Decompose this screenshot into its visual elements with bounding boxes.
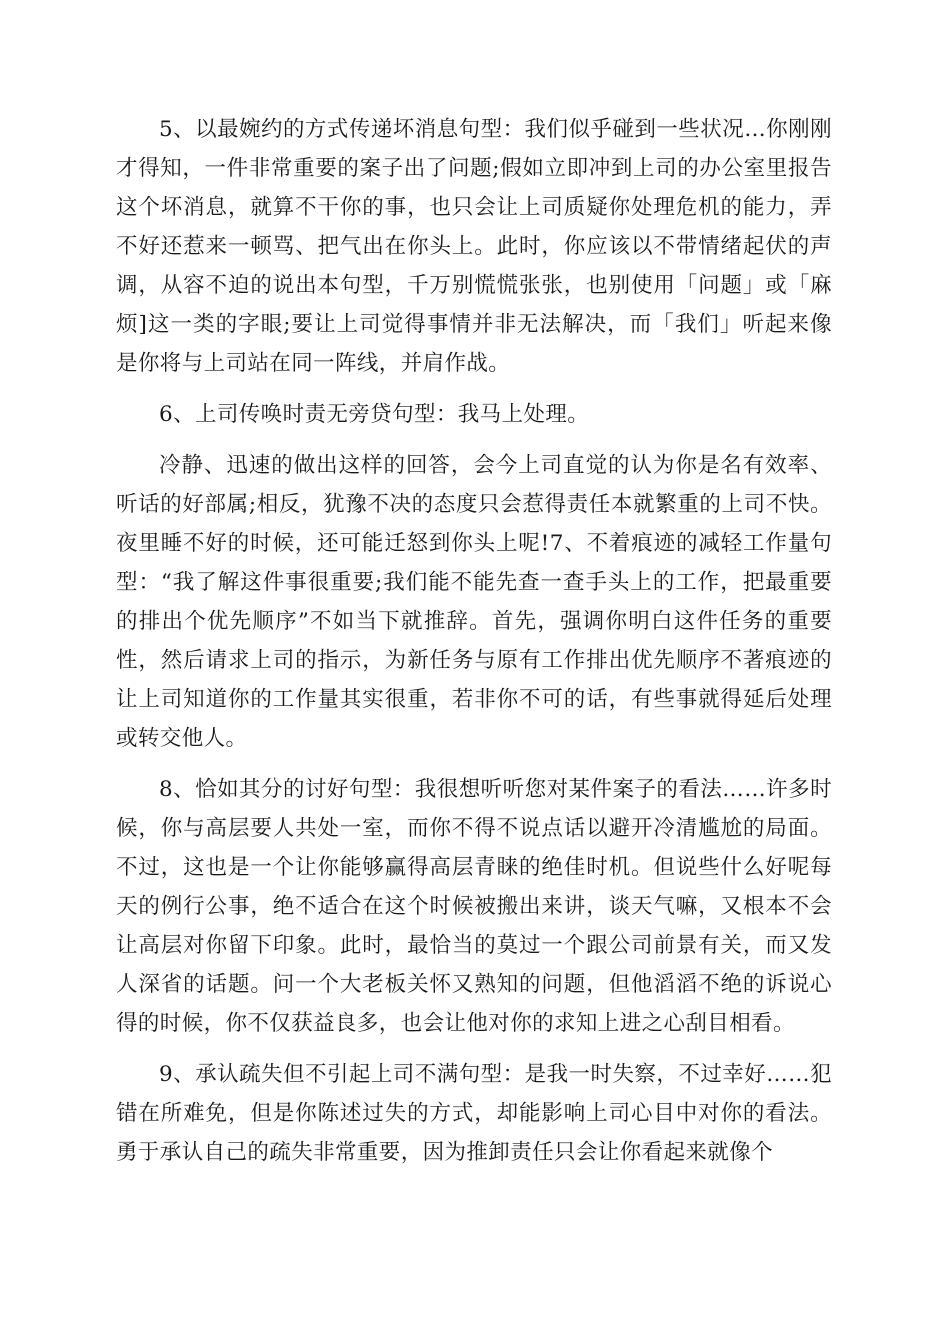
paragraph-5-bad-news: 5、以最婉约的方式传递坏消息句型：我们似乎碰到一些状况…你刚刚才得知，一件非常重要的案子出了问题;假如立即冲到上司的办公室里报告这个坏消息，就算不干你的事，也只会让上司质疑你处理危机的能力，弄不好还惹来一顿骂、把气出在你头上。此时，你应该以不带情绪起伏的声调，从容不迫的说出本句型，千万别慌慌张张，也别使用「问题」或「麻烦]这一类的字眼;要让上司觉得事情并非无法解决，而「我们」听起来像是你将与上司站在同一阵线，并肩作战。: [116, 117, 832, 376]
paragraph-8-flattery: 8、恰如其分的讨好句型：我很想听听您对某件案子的看法……许多时候，你与高层要人共处一室，而你不得不说点话以避开冷清尴尬的局面。不过，这也是一个让你能够赢得高层青睐的绝佳时机。但说些什么好呢每天的例行公事，绝不适合在这个时候被搬出来讲，谈天气嘛，又根本不会让高层对你留下印象。此时，最恰当的莫过一个跟公司前景有关，而又发人深省的话题。问一个大老板关怀又熟知的问题，但他滔滔不绝的诉说心得的时候，你不仅获益良多，也会让他对你的求知上进之心刮目相看。: [116, 777, 832, 1036]
document-body: [116, 110, 832, 1184]
paragraph-9-admit-mistake: 9、承认疏失但不引起上司不满句型：是我一时失察，不过幸好……犯错在所难免，但是你陈述过失的方式，却能影响上司心目中对你的看法。勇于承认自己的疏失非常重要，因为推卸责任只会让你看起来就像个: [116, 1062, 832, 1165]
paragraph-6-7-workload: 冷静、迅速的做出这样的回答，会今上司直觉的认为你是名有效率、听话的好部属;相反，犹豫不决的态度只会惹得责任本就繁重的上司不快。夜里睡不好的时候，还可能迁怒到你头上呢!7、不着痕迹的减轻工作量句型：“我了解这件事很重要;我们能不能先查一查手头上的工作，把最重要的排出个优先顺序”不如当下就推辞。首先，强调你明白这件任务的重要性，然后请求上司的指示，为新任务与原有工作排出优先顺序不著痕迹的让上司知道你的工作量其实很重，若非你不可的话，有些事就得延后处理或转交他人。: [116, 453, 832, 751]
paragraph-6-summoned: 6、上司传唤时责无旁贷句型：我马上处理。: [159, 402, 590, 427]
